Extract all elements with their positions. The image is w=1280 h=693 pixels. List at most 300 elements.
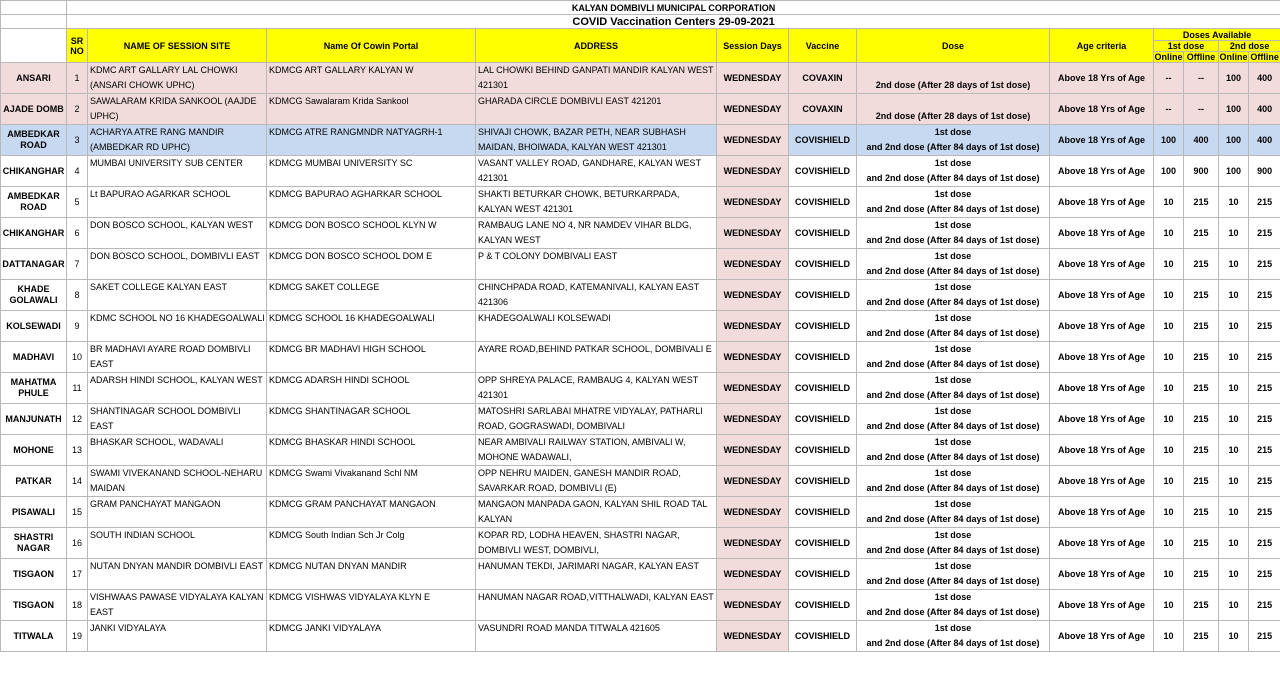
- table-row: [1, 249, 1280, 280]
- age-criteria-cell: Above 18 Yrs of Age: [1050, 559, 1154, 590]
- second-dose-online-cell: 10: [1219, 559, 1249, 590]
- corner-cell: [1, 15, 67, 29]
- session-day-cell: WEDNESDAY: [717, 311, 789, 342]
- location-cell: TISGAON: [1, 559, 67, 590]
- age-criteria-cell: Above 18 Yrs of Age: [1050, 280, 1154, 311]
- second-dose-online-cell: 100: [1219, 156, 1249, 187]
- dose-first-line: 1st dose: [934, 158, 972, 168]
- cowin-portal-cell: KDMCG BHASKAR HINDI SCHOOL: [267, 435, 476, 466]
- address-cell: SHIVAJI CHOWK, BAZAR PETH, NEAR SUBHASH MAIDAN, BHOIWADA, KALYAN WEST 421301: [476, 125, 717, 156]
- age-criteria-cell: Above 18 Yrs of Age: [1050, 497, 1154, 528]
- session-site-cell: Lt BAPURAO AGARKAR SCHOOL: [88, 187, 267, 218]
- session-site-cell: SOUTH INDIAN SCHOOL: [88, 528, 267, 559]
- sr-no-cell: 6: [67, 218, 88, 249]
- age-criteria-cell: Above 18 Yrs of Age: [1050, 590, 1154, 621]
- address-cell: P & T COLONY DOMBIVALI EAST: [476, 249, 717, 280]
- location-cell: MAHATMA PHULE: [1, 373, 67, 404]
- second-dose-offline-cell: 215: [1249, 342, 1280, 373]
- second-dose-offline-cell: 215: [1249, 187, 1280, 218]
- first-dose-online-cell: --: [1154, 94, 1184, 125]
- sr-no-cell: 1: [67, 63, 88, 94]
- cowin-portal-cell: KDMCG BR MADHAVI HIGH SCHOOL: [267, 342, 476, 373]
- vaccine-cell: COVISHIELD: [789, 311, 857, 342]
- location-cell: DATTANAGAR: [1, 249, 67, 280]
- session-site-cell: SWAMI VIVEKANAND SCHOOL-NEHARU MAIDAN: [88, 466, 267, 497]
- session-day-cell: WEDNESDAY: [717, 404, 789, 435]
- address-cell: OPP NEHRU MAIDEN, GANESH MANDIR ROAD, SAVARKAR ROAD, DOMBIVLI (E): [476, 466, 717, 497]
- age-criteria-cell: Above 18 Yrs of Age: [1050, 435, 1154, 466]
- second-dose-offline-cell: 215: [1249, 528, 1280, 559]
- age-criteria-cell: Above 18 Yrs of Age: [1050, 249, 1154, 280]
- location-cell: CHIKANGHAR: [1, 156, 67, 187]
- sr-no-cell: 9: [67, 311, 88, 342]
- vaccine-cell: COVISHIELD: [789, 156, 857, 187]
- dose-first-line: 1st dose: [934, 499, 972, 509]
- first-dose-offline-cell: 215: [1184, 342, 1219, 373]
- location-cell: KOLSEWADI: [1, 311, 67, 342]
- dose-first-line: 1st dose: [934, 282, 972, 292]
- vaccine-cell: COVISHIELD: [789, 435, 857, 466]
- sr-no-cell: 11: [67, 373, 88, 404]
- vaccine-cell: COVISHIELD: [789, 373, 857, 404]
- first-dose-online-cell: 10: [1154, 187, 1184, 218]
- age-criteria-cell: Above 18 Yrs of Age: [1050, 373, 1154, 404]
- dose-cell: [857, 218, 1050, 249]
- cowin-portal-cell: KDMCG BAPURAO AGHARKAR SCHOOL: [267, 187, 476, 218]
- vaccine-cell: COVISHIELD: [789, 559, 857, 590]
- cowin-portal-cell: KDMCG MUMBAI UNIVERSITY SC: [267, 156, 476, 187]
- sr-no-cell: 15: [67, 497, 88, 528]
- dose-second-line: 2nd dose (After 28 days of 1st dose): [875, 80, 1031, 90]
- cowin-portal-cell: KDMCG ADARSH HINDI SCHOOL: [267, 373, 476, 404]
- first-dose-online-cell: --: [1154, 63, 1184, 94]
- dose-second-line: and 2nd dose (After 84 days of 1st dose): [866, 173, 1040, 183]
- table-row: [1, 528, 1280, 559]
- session-site-cell: DON BOSCO SCHOOL, KALYAN WEST: [88, 218, 267, 249]
- age-criteria-cell: Above 18 Yrs of Age: [1050, 63, 1154, 94]
- first-dose-offline-cell: --: [1184, 94, 1219, 125]
- address-cell: HANUMAN TEKDI, JARIMARI NAGAR, KALYAN EAST: [476, 559, 717, 590]
- first-dose-online-cell: 10: [1154, 342, 1184, 373]
- dose-second-line: 2nd dose (After 28 days of 1st dose): [875, 111, 1031, 121]
- sr-no-cell: 18: [67, 590, 88, 621]
- corporation-title: KALYAN DOMBIVLI MUNICIPAL CORPORATION: [67, 1, 1280, 15]
- vaccine-cell: COVISHIELD: [789, 187, 857, 218]
- address-cell: CHINCHPADA ROAD, KATEMANIVALI, KALYAN EAST 421306: [476, 280, 717, 311]
- vaccine-cell: COVISHIELD: [789, 218, 857, 249]
- dose-first-line: 1st dose: [934, 406, 972, 416]
- table-row: [1, 94, 1280, 125]
- first-dose-offline-cell: 215: [1184, 187, 1219, 218]
- dose-first-line: 1st dose: [934, 313, 972, 323]
- sr-no-cell: 13: [67, 435, 88, 466]
- first-dose-online-cell: 10: [1154, 373, 1184, 404]
- session-day-cell: WEDNESDAY: [717, 187, 789, 218]
- address-cell: VASUNDRI ROAD MANDA TITWALA 421605: [476, 621, 717, 652]
- session-day-cell: WEDNESDAY: [717, 125, 789, 156]
- table-row: [1, 621, 1280, 652]
- second-dose-offline-cell: 215: [1249, 280, 1280, 311]
- address-cell: MANGAON MANPADA GAON, KALYAN SHIL ROAD TAL KALYAN: [476, 497, 717, 528]
- location-cell: CHIKANGHAR: [1, 218, 67, 249]
- dose-first-line: 1st dose: [934, 375, 972, 385]
- dose-second-line: and 2nd dose (After 84 days of 1st dose): [866, 545, 1040, 555]
- first-dose-online-cell: 10: [1154, 559, 1184, 590]
- second-dose-offline-cell: 400: [1249, 63, 1280, 94]
- second-dose-online-cell: 100: [1219, 94, 1249, 125]
- dose-second-line: and 2nd dose (After 84 days of 1st dose): [866, 328, 1040, 338]
- vaccine-cell: COVISHIELD: [789, 404, 857, 435]
- table-row: [1, 280, 1280, 311]
- session-day-cell: WEDNESDAY: [717, 559, 789, 590]
- dose-cell: [857, 249, 1050, 280]
- header-vaccine: Vaccine: [789, 29, 857, 63]
- vaccine-cell: COVISHIELD: [789, 590, 857, 621]
- session-site-cell: MUMBAI UNIVERSITY SUB CENTER: [88, 156, 267, 187]
- dose-second-line: and 2nd dose (After 84 days of 1st dose): [866, 359, 1040, 369]
- first-dose-online-cell: 10: [1154, 590, 1184, 621]
- table-row: [1, 404, 1280, 435]
- second-dose-online-cell: 10: [1219, 373, 1249, 404]
- address-cell: GHARADA CIRCLE DOMBIVLI EAST 421201: [476, 94, 717, 125]
- dose-second-line: and 2nd dose (After 84 days of 1st dose): [866, 638, 1040, 648]
- header-age: Age criteria: [1050, 29, 1154, 63]
- sheet-title: COVID Vaccination Centers 29-09-2021: [67, 15, 1280, 29]
- location-cell: MANJUNATH: [1, 404, 67, 435]
- cowin-portal-cell: KDMCG Swami Vivakanand Schl NM: [267, 466, 476, 497]
- address-cell: LAL CHOWKI BEHIND GANPATI MANDIR KALYAN WEST 421301: [476, 63, 717, 94]
- cowin-portal-cell: KDMCG ATRE RANGMNDR NATYAGRH-1: [267, 125, 476, 156]
- second-dose-online-cell: 10: [1219, 497, 1249, 528]
- first-dose-offline-cell: --: [1184, 63, 1219, 94]
- first-dose-online-cell: 10: [1154, 435, 1184, 466]
- dose-first-line: 1st dose: [934, 127, 972, 137]
- cowin-portal-cell: KDMCG DON BOSCO SCHOOL DOM E: [267, 249, 476, 280]
- table-row: [1, 466, 1280, 497]
- session-day-cell: WEDNESDAY: [717, 342, 789, 373]
- second-dose-offline-cell: 900: [1249, 156, 1280, 187]
- vaccine-cell: COVISHIELD: [789, 249, 857, 280]
- dose-first-line: 1st dose: [934, 251, 972, 261]
- cowin-portal-cell: KDMCG DON BOSCO SCHOOL KLYN W: [267, 218, 476, 249]
- cowin-portal-cell: KDMCG Sawalaram Krida Sankool: [267, 94, 476, 125]
- first-dose-online-cell: 10: [1154, 249, 1184, 280]
- age-criteria-cell: Above 18 Yrs of Age: [1050, 187, 1154, 218]
- first-dose-online-cell: 10: [1154, 404, 1184, 435]
- vaccine-cell: COVISHIELD: [789, 125, 857, 156]
- session-day-cell: WEDNESDAY: [717, 156, 789, 187]
- sr-no-cell: 2: [67, 94, 88, 125]
- dose-cell: [857, 373, 1050, 404]
- second-dose-online-cell: 10: [1219, 435, 1249, 466]
- age-criteria-cell: Above 18 Yrs of Age: [1050, 404, 1154, 435]
- first-dose-offline-cell: 215: [1184, 466, 1219, 497]
- vaccine-cell: COVAXIN: [789, 94, 857, 125]
- first-dose-offline-cell: 215: [1184, 435, 1219, 466]
- first-dose-online-cell: 100: [1154, 156, 1184, 187]
- first-dose-online-cell: 10: [1154, 621, 1184, 652]
- dose-cell: [857, 559, 1050, 590]
- second-dose-online-cell: 10: [1219, 187, 1249, 218]
- header-cowin-portal: Name Of Cowin Portal: [267, 29, 476, 63]
- session-site-cell: BR MADHAVI AYARE ROAD DOMBIVLI EAST: [88, 342, 267, 373]
- dose-first-line: 1st dose: [934, 468, 972, 478]
- dose-first-line: 1st dose: [934, 530, 972, 540]
- second-dose-offline-cell: 215: [1249, 435, 1280, 466]
- cowin-portal-cell: KDMCG ART GALLARY KALYAN W: [267, 63, 476, 94]
- sr-no-cell: 7: [67, 249, 88, 280]
- second-dose-online-cell: 10: [1219, 249, 1249, 280]
- second-dose-offline-cell: 400: [1249, 94, 1280, 125]
- dose-cell: [857, 528, 1050, 559]
- age-criteria-cell: Above 18 Yrs of Age: [1050, 94, 1154, 125]
- first-dose-online-cell: 10: [1154, 497, 1184, 528]
- second-dose-online-cell: 10: [1219, 280, 1249, 311]
- dose-cell: [857, 466, 1050, 497]
- first-dose-online-cell: 10: [1154, 528, 1184, 559]
- table-row: [1, 559, 1280, 590]
- dose-second-line: and 2nd dose (After 84 days of 1st dose): [866, 235, 1040, 245]
- cowin-portal-cell: KDMCG SCHOOL 16 KHADEGOALWALI: [267, 311, 476, 342]
- sr-no-cell: 4: [67, 156, 88, 187]
- vaccine-cell: COVISHIELD: [789, 280, 857, 311]
- second-dose-offline-cell: 215: [1249, 497, 1280, 528]
- first-dose-offline-cell: 215: [1184, 249, 1219, 280]
- second-dose-online-cell: 10: [1219, 342, 1249, 373]
- second-dose-offline-cell: 215: [1249, 404, 1280, 435]
- dose-cell: [857, 280, 1050, 311]
- session-site-cell: VISHWAAS PAWASE VIDYALAYA KALYAN EAST: [88, 590, 267, 621]
- header-second-dose: 2nd dose: [1219, 41, 1280, 52]
- age-criteria-cell: Above 18 Yrs of Age: [1050, 466, 1154, 497]
- header-dose: Dose: [857, 29, 1050, 63]
- first-dose-online-cell: 100: [1154, 125, 1184, 156]
- dose-second-line: and 2nd dose (After 84 days of 1st dose): [866, 204, 1040, 214]
- first-dose-online-cell: 10: [1154, 466, 1184, 497]
- cowin-portal-cell: KDMCG GRAM PANCHAYAT MANGAON: [267, 497, 476, 528]
- sr-no-cell: 5: [67, 187, 88, 218]
- sr-no-cell: 12: [67, 404, 88, 435]
- cowin-portal-cell: KDMCG NUTAN DNYAN MANDIR: [267, 559, 476, 590]
- session-day-cell: WEDNESDAY: [717, 621, 789, 652]
- dose-cell: [857, 311, 1050, 342]
- table-row: [1, 63, 1280, 94]
- second-dose-offline-cell: 215: [1249, 218, 1280, 249]
- first-dose-offline-cell: 215: [1184, 497, 1219, 528]
- session-site-cell: BHASKAR SCHOOL, WADAVALI: [88, 435, 267, 466]
- location-cell: PISAWALI: [1, 497, 67, 528]
- age-criteria-cell: Above 18 Yrs of Age: [1050, 621, 1154, 652]
- session-day-cell: WEDNESDAY: [717, 94, 789, 125]
- session-site-cell: SHANTINAGAR SCHOOL DOMBIVLI EAST: [88, 404, 267, 435]
- dose-cell: [857, 156, 1050, 187]
- dose-first-line: 1st dose: [934, 437, 972, 447]
- dose-cell: [857, 404, 1050, 435]
- location-cell: ANSARI: [1, 63, 67, 94]
- dose-first-line: 1st dose: [934, 623, 972, 633]
- table-row: [1, 497, 1280, 528]
- first-dose-online-cell: 10: [1154, 280, 1184, 311]
- dose-second-line: and 2nd dose (After 84 days of 1st dose): [866, 421, 1040, 431]
- second-dose-offline-cell: 215: [1249, 466, 1280, 497]
- header-second-offline: Offline: [1250, 52, 1279, 62]
- dose-second-line: and 2nd dose (After 84 days of 1st dose): [866, 452, 1040, 462]
- dose-cell: [857, 187, 1050, 218]
- session-day-cell: WEDNESDAY: [717, 249, 789, 280]
- location-cell: TITWALA: [1, 621, 67, 652]
- first-dose-offline-cell: 215: [1184, 280, 1219, 311]
- dose-first-line: 1st dose: [934, 189, 972, 199]
- first-dose-online-cell: 10: [1154, 218, 1184, 249]
- table-row: [1, 435, 1280, 466]
- vaccine-cell: COVAXIN: [789, 63, 857, 94]
- vaccine-cell: COVISHIELD: [789, 497, 857, 528]
- dose-second-line: and 2nd dose (After 84 days of 1st dose): [866, 142, 1040, 152]
- table-row: [1, 187, 1280, 218]
- session-site-cell: KDMC ART GALLARY LAL CHOWKI (ANSARI CHOWK UPHC): [88, 63, 267, 94]
- dose-cell: [857, 63, 1050, 94]
- vaccine-cell: COVISHIELD: [789, 621, 857, 652]
- table-row: [1, 590, 1280, 621]
- session-day-cell: WEDNESDAY: [717, 435, 789, 466]
- first-dose-offline-cell: 400: [1184, 125, 1219, 156]
- dose-first-line: 1st dose: [934, 592, 972, 602]
- session-site-cell: KDMC SCHOOL NO 16 KHADEGOALWALI: [88, 311, 267, 342]
- header-second-online: Online: [1219, 52, 1248, 62]
- age-criteria-cell: Above 18 Yrs of Age: [1050, 156, 1154, 187]
- second-dose-online-cell: 100: [1219, 125, 1249, 156]
- dose-first-line: 1st dose: [934, 220, 972, 230]
- age-criteria-cell: Above 18 Yrs of Age: [1050, 311, 1154, 342]
- second-dose-offline-cell: 215: [1249, 249, 1280, 280]
- table-row: [1, 373, 1280, 404]
- second-dose-online-cell: 10: [1219, 621, 1249, 652]
- sr-no-cell: 16: [67, 528, 88, 559]
- second-dose-offline-cell: 400: [1249, 125, 1280, 156]
- second-dose-offline-cell: 215: [1249, 621, 1280, 652]
- session-site-cell: SAKET COLLEGE KALYAN EAST: [88, 280, 267, 311]
- sr-no-cell: 8: [67, 280, 88, 311]
- session-day-cell: WEDNESDAY: [717, 497, 789, 528]
- address-cell: SHAKTI BETURKAR CHOWK, BETURKARPADA, KALYAN WEST 421301: [476, 187, 717, 218]
- second-dose-offline-cell: 215: [1249, 373, 1280, 404]
- dose-cell: [857, 342, 1050, 373]
- second-dose-online-cell: 10: [1219, 590, 1249, 621]
- second-dose-online-cell: 100: [1219, 63, 1249, 94]
- sr-no-cell: 19: [67, 621, 88, 652]
- second-dose-online-cell: 10: [1219, 311, 1249, 342]
- table-row: [1, 218, 1280, 249]
- first-dose-offline-cell: 900: [1184, 156, 1219, 187]
- session-site-cell: ACHARYA ATRE RANG MANDIR (AMBEDKAR RD UPHC): [88, 125, 267, 156]
- first-dose-offline-cell: 215: [1184, 311, 1219, 342]
- age-criteria-cell: Above 18 Yrs of Age: [1050, 342, 1154, 373]
- dose-second-line: and 2nd dose (After 84 days of 1st dose): [866, 266, 1040, 276]
- session-day-cell: WEDNESDAY: [717, 218, 789, 249]
- location-cell: TISGAON: [1, 590, 67, 621]
- sr-no-cell: 14: [67, 466, 88, 497]
- header-first-offline: Offline: [1184, 52, 1219, 63]
- address-cell: RAMBAUG LANE NO 4, NR NAMDEV VIHAR BLDG, KALYAN WEST: [476, 218, 717, 249]
- first-dose-online-cell: 10: [1154, 311, 1184, 342]
- address-cell: VASANT VALLEY ROAD, GANDHARE, KALYAN WEST 421301: [476, 156, 717, 187]
- session-day-cell: WEDNESDAY: [717, 466, 789, 497]
- first-dose-offline-cell: 215: [1184, 218, 1219, 249]
- first-dose-offline-cell: 215: [1184, 559, 1219, 590]
- header-srno: SR NO: [67, 29, 88, 63]
- address-cell: MATOSHRI SARLABAI MHATRE VIDYALAY, PATHARLI ROAD, GOGRASWADI, DOMBIVALI: [476, 404, 717, 435]
- address-cell: KHADEGOALWALI KOLSEWADI: [476, 311, 717, 342]
- session-day-cell: WEDNESDAY: [717, 280, 789, 311]
- age-criteria-cell: Above 18 Yrs of Age: [1050, 125, 1154, 156]
- session-site-cell: DON BOSCO SCHOOL, DOMBIVLI EAST: [88, 249, 267, 280]
- address-cell: KOPAR RD, LODHA HEAVEN, SHASTRI NAGAR, DOMBIVLI WEST, DOMBIVLI,: [476, 528, 717, 559]
- cowin-portal-cell: KDMCG VISHWAS VIDYALAYA KLYN E: [267, 590, 476, 621]
- location-cell: PATKAR: [1, 466, 67, 497]
- location-cell: SHASTRI NAGAR: [1, 528, 67, 559]
- vaccine-cell: COVISHIELD: [789, 528, 857, 559]
- first-dose-offline-cell: 215: [1184, 621, 1219, 652]
- dose-cell: [857, 435, 1050, 466]
- address-cell: OPP SHREYA PALACE, RAMBAUG 4, KALYAN WEST 421301: [476, 373, 717, 404]
- session-day-cell: WEDNESDAY: [717, 590, 789, 621]
- location-cell: AMBEDKAR ROAD: [1, 125, 67, 156]
- cowin-portal-cell: KDMCG JANKI VIDYALAYA: [267, 621, 476, 652]
- sr-no-cell: 10: [67, 342, 88, 373]
- session-site-cell: NUTAN DNYAN MANDIR DOMBIVLI EAST: [88, 559, 267, 590]
- address-cell: AYARE ROAD,BEHIND PATKAR SCHOOL, DOMBIVALI E: [476, 342, 717, 373]
- session-site-cell: JANKI VIDYALAYA: [88, 621, 267, 652]
- cowin-portal-cell: KDMCG SHANTINAGAR SCHOOL: [267, 404, 476, 435]
- cowin-portal-cell: KDMCG South Indian Sch Jr Colg: [267, 528, 476, 559]
- header-address: ADDRESS: [476, 29, 717, 63]
- location-cell: KHADE GOLAWALI: [1, 280, 67, 311]
- age-criteria-cell: Above 18 Yrs of Age: [1050, 218, 1154, 249]
- session-site-cell: ADARSH HINDI SCHOOL, KALYAN WEST: [88, 373, 267, 404]
- dose-cell: [857, 497, 1050, 528]
- header-session-days: Session Days: [717, 29, 789, 63]
- dose-second-line: and 2nd dose (After 84 days of 1st dose): [866, 607, 1040, 617]
- dose-second-line: and 2nd dose (After 84 days of 1st dose): [866, 483, 1040, 493]
- dose-second-line: and 2nd dose (After 84 days of 1st dose): [866, 576, 1040, 586]
- location-cell: AMBEDKAR ROAD: [1, 187, 67, 218]
- age-criteria-cell: Above 18 Yrs of Age: [1050, 528, 1154, 559]
- location-cell: MOHONE: [1, 435, 67, 466]
- table-row: [1, 125, 1280, 156]
- second-dose-online-cell: 10: [1219, 528, 1249, 559]
- dose-cell: [857, 125, 1050, 156]
- session-day-cell: WEDNESDAY: [717, 528, 789, 559]
- header-doses-available: Doses Available: [1154, 29, 1280, 41]
- sr-no-cell: 17: [67, 559, 88, 590]
- dose-second-line: and 2nd dose (After 84 days of 1st dose): [866, 297, 1040, 307]
- second-dose-online-cell: 10: [1219, 466, 1249, 497]
- first-dose-offline-cell: 215: [1184, 404, 1219, 435]
- dose-first-line: 1st dose: [934, 561, 972, 571]
- vaccine-cell: COVISHIELD: [789, 342, 857, 373]
- address-cell: HANUMAN NAGAR ROAD,VITTHALWADI, KALYAN EAST: [476, 590, 717, 621]
- table-row: [1, 156, 1280, 187]
- address-cell: NEAR AMBIVALI RAILWAY STATION, AMBIVALI W, MOHONE WADAWALI,: [476, 435, 717, 466]
- vaccine-cell: COVISHIELD: [789, 466, 857, 497]
- first-dose-offline-cell: 215: [1184, 373, 1219, 404]
- header-session-site: NAME OF SESSION SITE: [88, 29, 267, 63]
- session-day-cell: WEDNESDAY: [717, 63, 789, 94]
- dose-second-line: and 2nd dose (After 84 days of 1st dose): [866, 514, 1040, 524]
- corner-cell: [1, 1, 67, 15]
- session-site-cell: GRAM PANCHAYAT MANGAON: [88, 497, 267, 528]
- dose-cell: [857, 590, 1050, 621]
